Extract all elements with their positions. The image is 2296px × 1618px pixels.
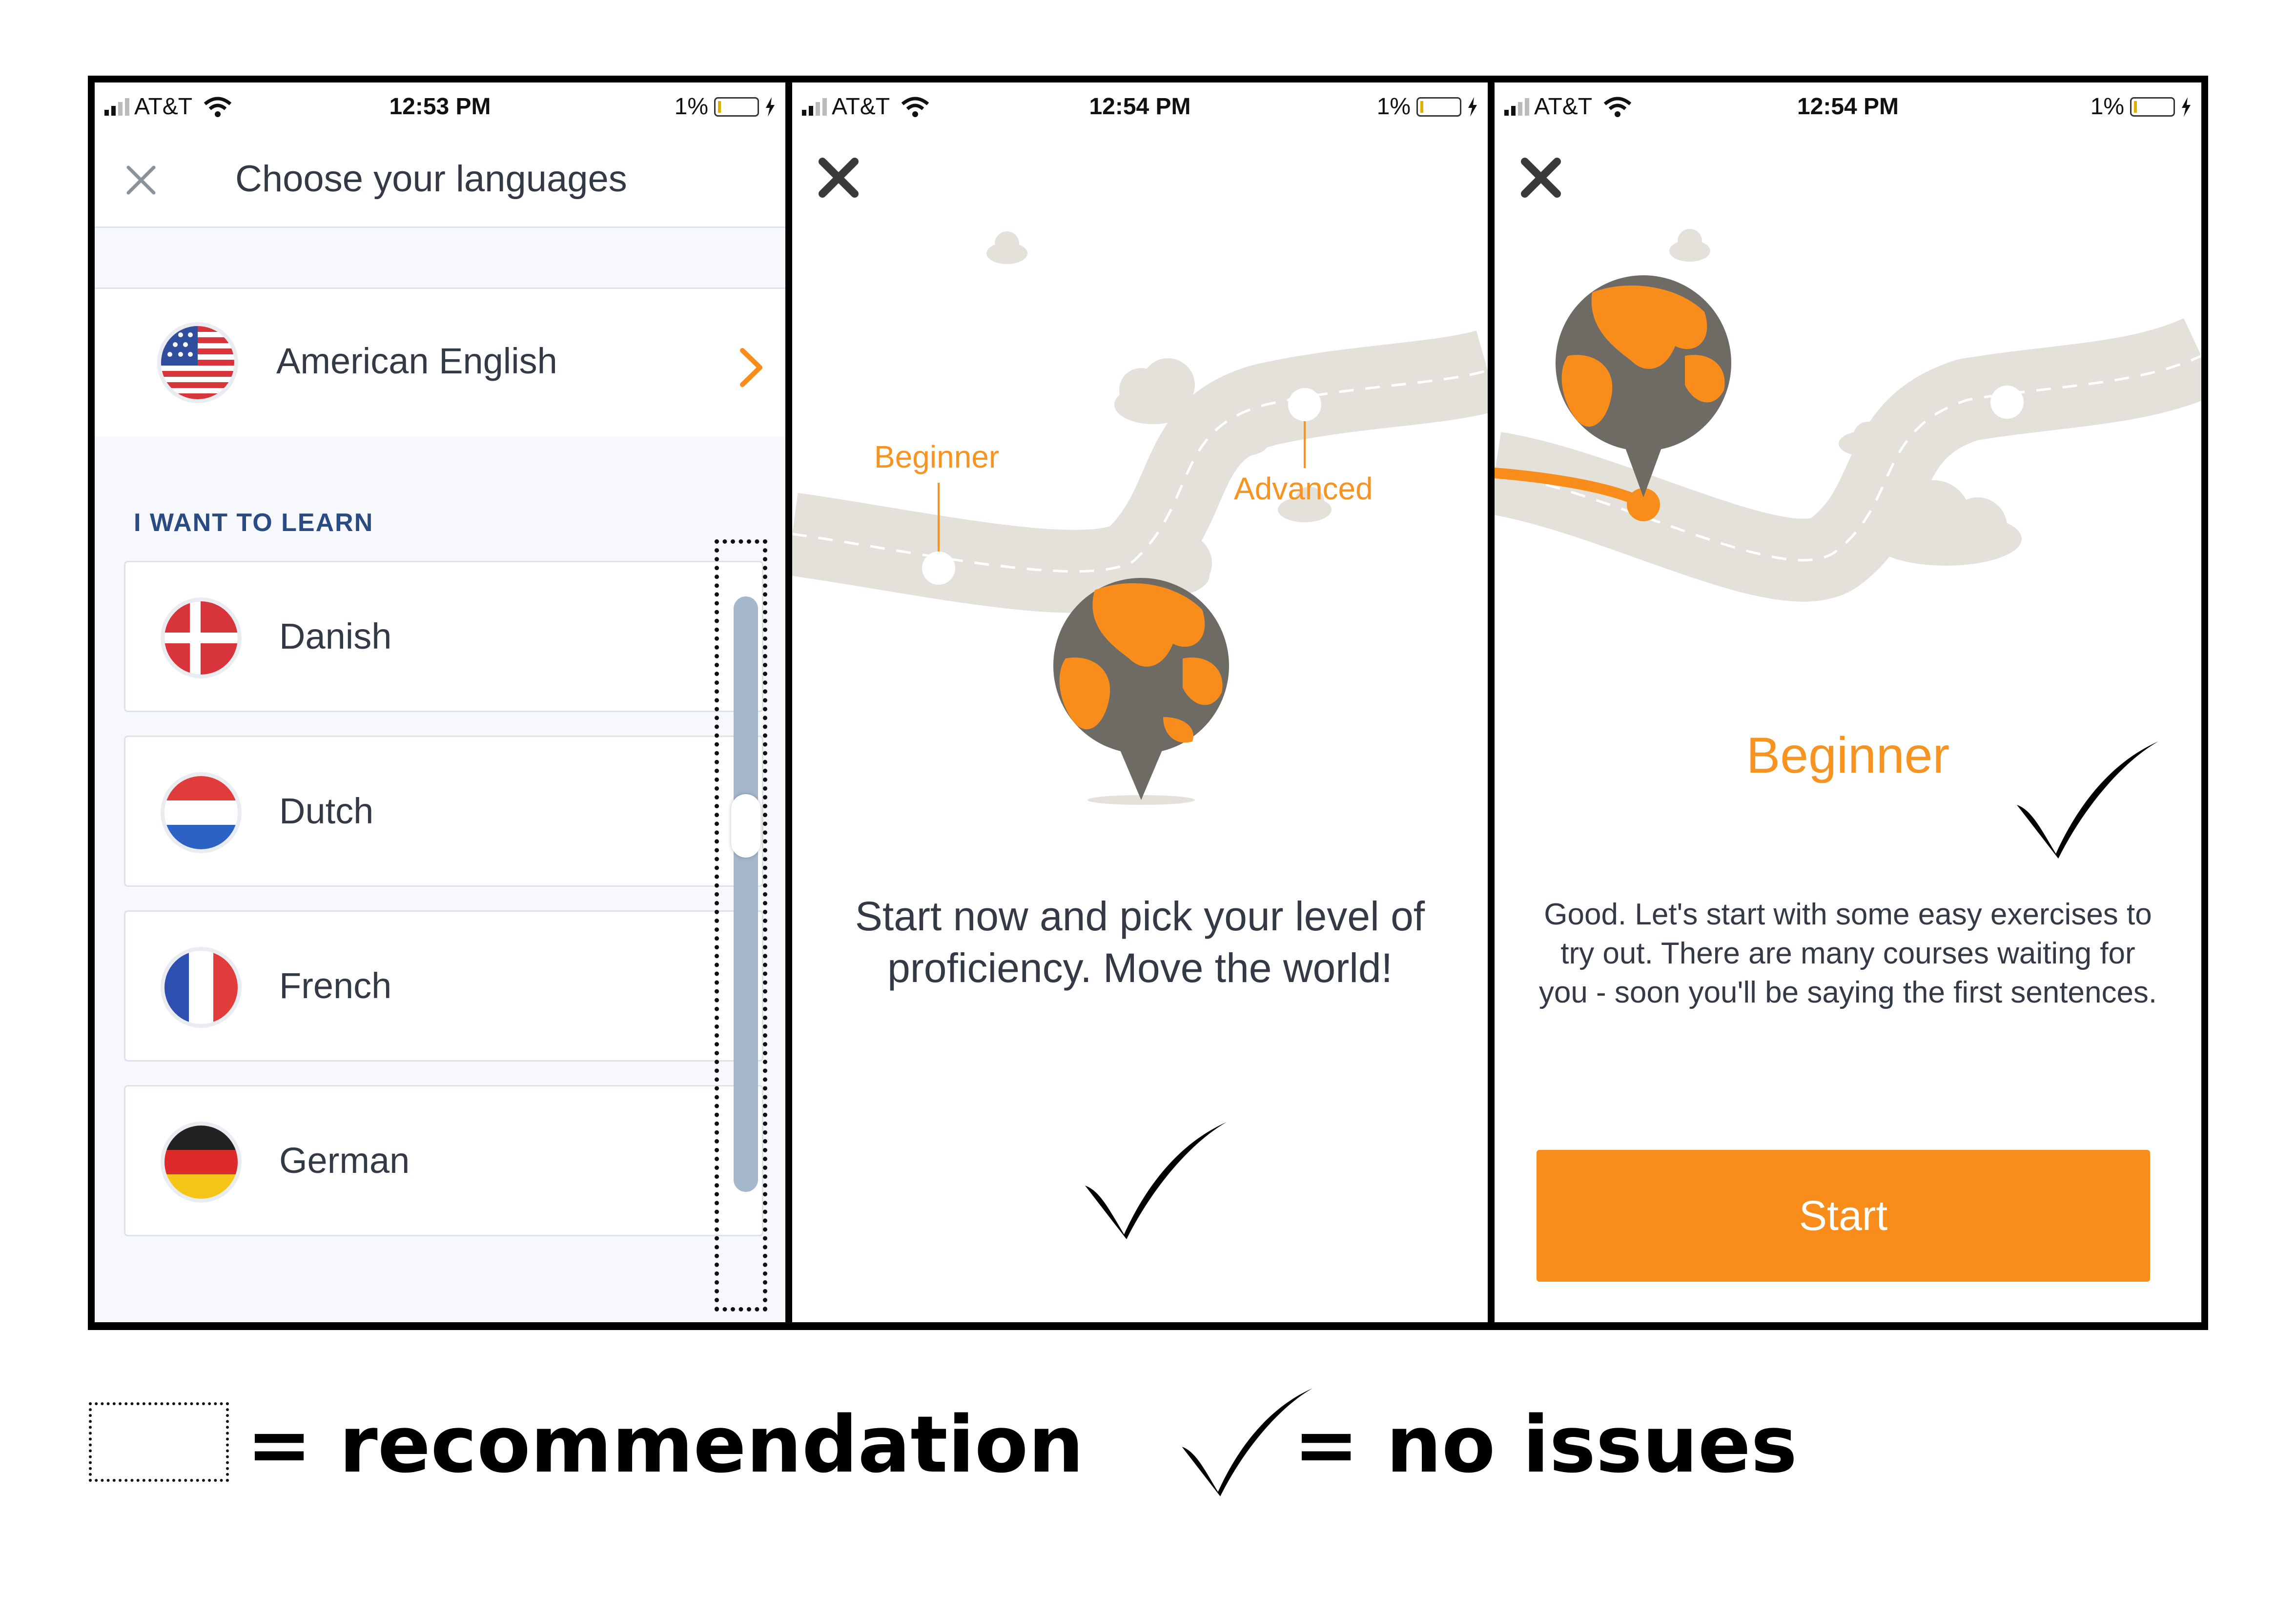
language-item-danish[interactable] (124, 561, 763, 712)
level-message: Good. Let's start with some easy exercises to try out. There are many courses waiting for you - soon you'll be saying the first sentences. (1538, 898, 2157, 1009)
german-flag-icon (164, 1126, 238, 1199)
cloud-icon (1669, 229, 1710, 262)
language-item-german[interactable] (124, 1085, 763, 1236)
legend-no-issues-label: = no issues (1293, 1399, 1798, 1490)
screen-choose-languages (95, 82, 785, 1322)
start-button[interactable]: Start (1537, 1150, 2150, 1282)
french-flag-icon (164, 951, 238, 1024)
screen-beginner (1495, 82, 2201, 1322)
battery-percent: 1% (1376, 94, 1411, 120)
road-illustration (1495, 82, 2201, 815)
language-name: French (279, 965, 392, 1006)
section-label-learn: I WANT TO LEARN (134, 509, 374, 537)
status-time: 12:54 PM (1089, 94, 1191, 120)
section-i-want-to-learn (95, 436, 785, 1322)
legend-recommendation-swatch (89, 1402, 229, 1482)
intro-message: Start now and pick your level of proficiency. Move the world! (855, 893, 1425, 991)
status-bar (95, 82, 785, 131)
status-time: 12:53 PM (389, 94, 491, 120)
selected-level-title: Beginner (1746, 727, 1950, 784)
cloud-icon (986, 231, 1027, 264)
speak-language-row[interactable] (95, 287, 785, 438)
page-title: Choose your languages (235, 158, 627, 200)
language-item-dutch[interactable] (124, 736, 763, 887)
language-name: German (279, 1140, 410, 1181)
globe-pin-icon (1053, 578, 1229, 805)
battery-percent: 1% (674, 94, 708, 120)
legend-recommendation-label: = recommendation (246, 1399, 1084, 1490)
checkmark-icon (1080, 1117, 1236, 1244)
language-name: Danish (279, 616, 392, 656)
screen-pick-level (792, 82, 1488, 1322)
recommendation-marker (715, 539, 767, 1311)
close-icon[interactable] (122, 161, 161, 200)
status-time: 12:54 PM (1797, 94, 1899, 120)
danish-flag-icon (164, 601, 238, 675)
beginner-level-label[interactable]: Beginner (874, 439, 1000, 474)
battery-percent: 1% (2090, 94, 2124, 120)
advanced-level-label[interactable]: Advanced (1234, 471, 1373, 506)
battery-icon (714, 97, 759, 117)
checkmark-icon (2012, 737, 2168, 863)
battery (675, 93, 776, 120)
us-flag-icon (161, 326, 234, 399)
carrier-name: AT&T (134, 94, 193, 120)
charging-icon (765, 97, 776, 117)
speak-language-name: American English (276, 341, 557, 381)
carrier-name: AT&T (832, 94, 890, 120)
screenshot-frame (88, 76, 2208, 1330)
chevron-right-icon (732, 341, 771, 394)
nav-bar (95, 131, 785, 228)
dutch-flag-icon (164, 776, 238, 849)
language-name: Dutch (279, 791, 374, 831)
carrier-name: AT&T (1534, 94, 1593, 120)
language-item-french[interactable] (124, 910, 763, 1062)
